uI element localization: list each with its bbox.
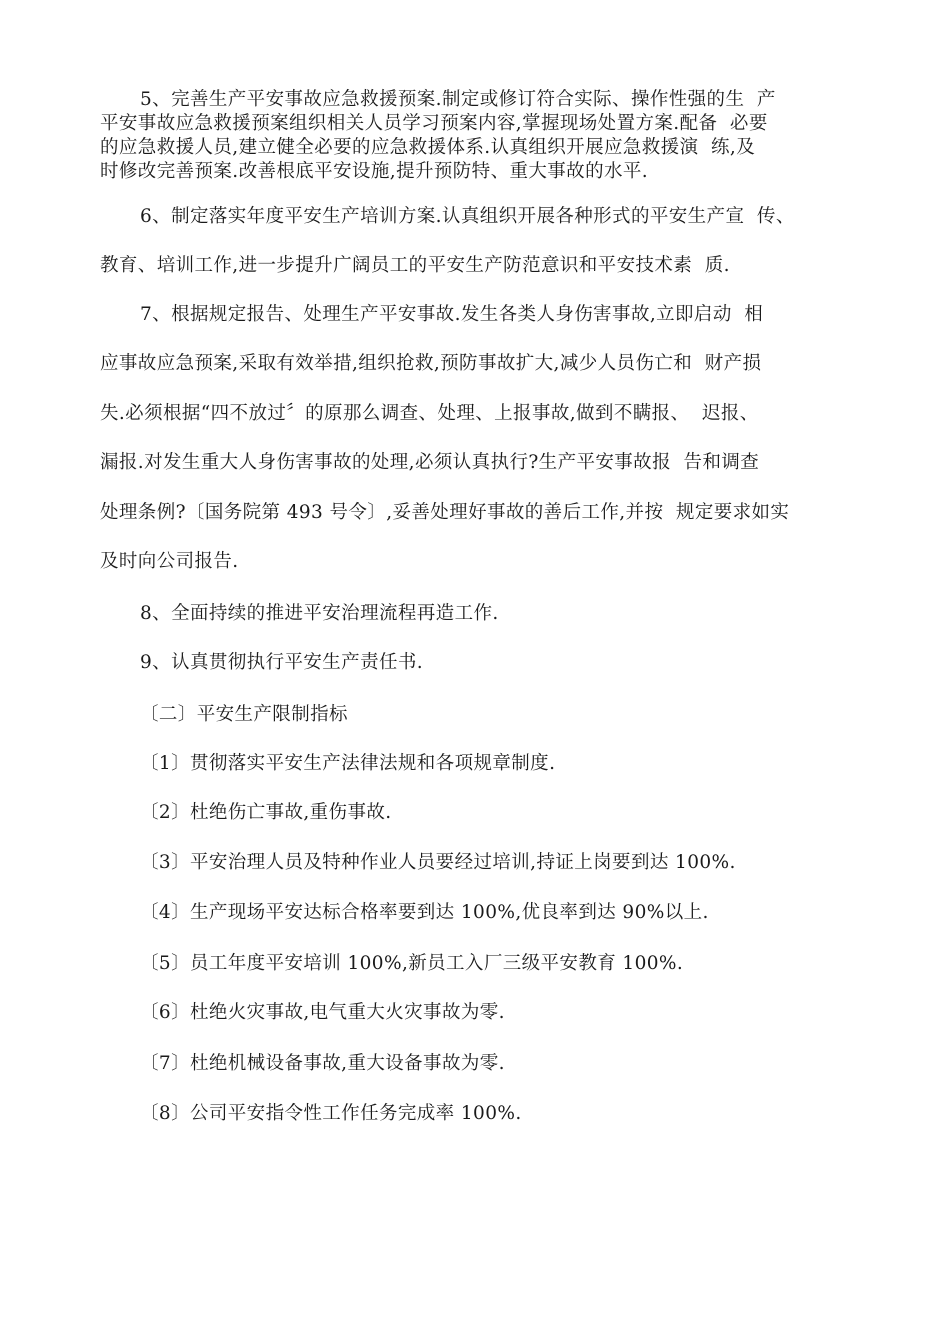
paragraph-5-line-3: 的应急救援人员,建立健全必要的应急救援体系.认真组织开展应急救援演 练,及 (100, 137, 756, 158)
paragraph-5-line-2: 平安事故应急救援预案组织相关人员学习预案内容,掌握现场处置方案.配备 必要 (100, 113, 768, 134)
paragraph-7-line-1: 7、根据规定报告、处理生产平安事故.发生各类人身伤害事故,立即启动 相 (140, 304, 764, 325)
paragraph-5-line-4: 时修改完善预案.改善根底平安设施,提升预防特、重大事故的水平. (100, 161, 649, 182)
list-item: 〔6〕杜绝火灾事故,电气重大火灾事故为零. (140, 1002, 505, 1023)
list-item: 〔2〕杜绝伤亡事故,重伤事故. (140, 802, 392, 823)
paragraph-8: 8、全面持续的推进平安治理流程再造工作. (140, 603, 499, 624)
list-item: 〔8〕公司平安指令性工作任务完成率 100%. (140, 1103, 522, 1124)
paragraph-5-line-1: 5、完善生产平安事故应急救援预案.制定或修订符合实际、操作性强的生 产 (140, 89, 776, 110)
list-item: 〔1〕贯彻落实平安生产法律法规和各项规章制度. (140, 753, 556, 774)
list-item: 〔5〕员工年度平安培训 100%,新员工入厂三级平安教育 100%. (140, 953, 684, 974)
list-item: 〔4〕生产现场平安达标合格率要到达 100%,优良率到达 90%以上. (140, 902, 709, 923)
paragraph-7-line-5: 处理条例?〔国务院第 493 号令〕,妥善处理好事故的善后工作,并按 规定要求如实 (100, 502, 790, 523)
paragraph-7-line-3: 失.必须根据“四不放过〞的原那么调查、处理、上报事故,做到不瞒报、 迟报、 (100, 403, 759, 424)
list-item: 〔7〕杜绝机械设备事故,重大设备事故为零. (140, 1053, 505, 1074)
paragraph-6-line-2: 教育、培训工作,进一步提升广阔员工的平安生产防范意识和平安技术素 质. (100, 255, 730, 276)
section-title: 〔二〕平安生产限制指标 (140, 704, 348, 725)
paragraph-9: 9、认真贯彻执行平安生产责任书. (140, 652, 424, 673)
paragraph-7-line-2: 应事故应急预案,采取有效举措,组织抢救,预防事故扩大,减少人员伤亡和 财产损 (100, 353, 762, 374)
list-item: 〔3〕平安治理人员及特种作业人员要经过培训,持证上岗要到达 100%. (140, 852, 736, 873)
paragraph-7-line-4: 漏报.对发生重大人身伤害事故的处理,必须认真执行?生产平安事故报 告和调查 (100, 452, 760, 473)
paragraph-7-line-6: 及时向公司报告. (100, 551, 239, 572)
paragraph-6-line-1: 6、制定落实年度平安生产培训方案.认真组织开展各种形式的平安生产宣 传、 (140, 206, 795, 227)
